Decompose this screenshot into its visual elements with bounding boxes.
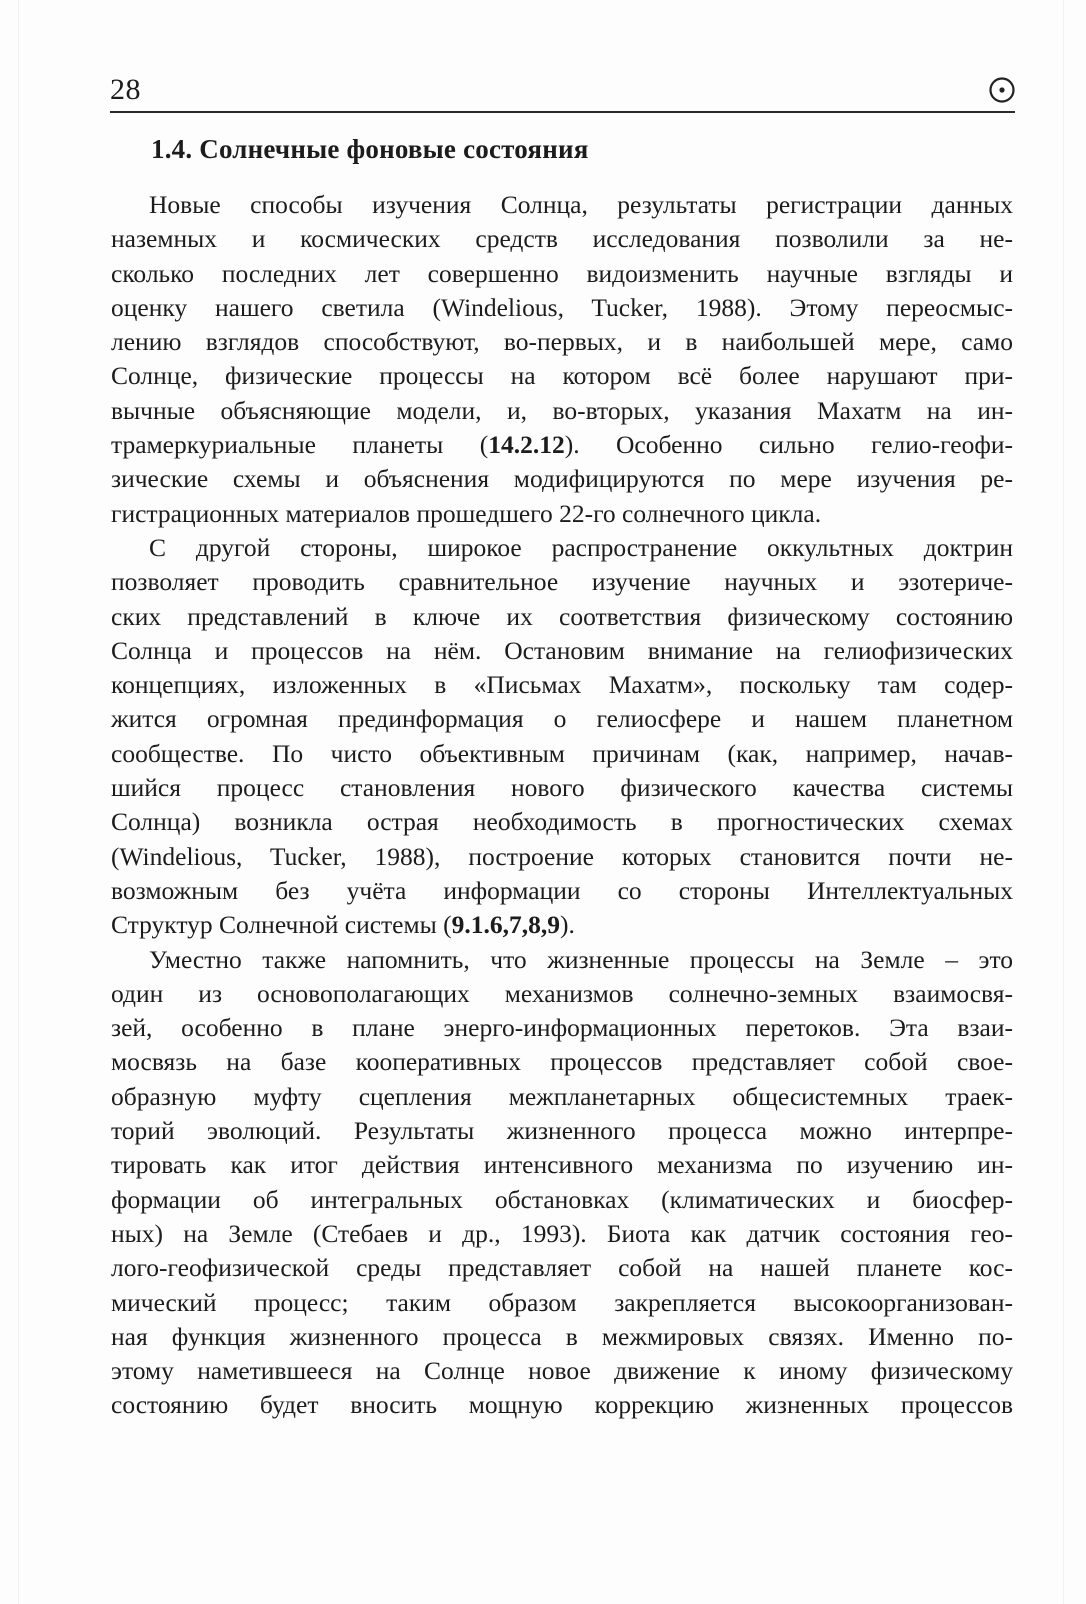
text-line: торий эволюций. Результаты жизненного процесса можно интерпре- [111,1116,1013,1146]
text-line: позволяет проводить сравнительное изучение научных и эзотериче- [111,567,1013,597]
text-fragment: Структур Солнечной системы ( [111,910,452,940]
paragraph [111,531,1013,943]
text-line [111,428,1013,462]
text-line [111,908,1013,942]
text-line: мический процесс; таким образом закрепляется высокоорганизован- [111,1287,1013,1317]
text-line: этому наметившееся на Солнце новое движение к иному физическому [111,1356,1013,1386]
text-line: оценку нашего светила (Windelious, Tucker, 1988). Этому переосмыс- [111,292,1013,322]
body-text [111,188,1013,1423]
text-line: шийся процесс становления нового физического качества системы [111,773,1013,803]
text-line: сколько последних лет совершенно видоизменить научные взгляды и [111,258,1013,288]
text-line: Солнца) возникла острая необходимость в прогностических схемах [111,807,1013,837]
cross-reference: 9.1.6,7,8,9 [451,910,561,940]
text-line: возможным без учёта информации со стороны Интеллектуальных [111,875,1013,905]
text-line: наземных и космических средств исследования позволили за не- [111,224,1013,254]
sun-symbol-icon [988,76,1016,104]
text-line: один из основополагающих механизмов солнечно-земных взаимосвя- [111,978,1013,1008]
text-line: Уместно также напомнить, что жизненные процессы на Земле – это [149,944,1013,974]
section-title: 1.4. Солнечные фоновые состояния [151,134,589,164]
text-line: гистрационных материалов прошедшего 22-го солнечного цикла. [111,498,822,528]
text-line: образную муфту сцепления межпланетарных общесистемных траек- [111,1081,1013,1111]
header-rule [110,111,1015,113]
text-line: (Windelious, Tucker, 1988), построение которых становится почти не- [111,841,1013,871]
text-line: концепциях, изложенных в «Письмах Махатм», поскольку там содер- [111,670,1013,700]
text-line: лого-геофизической среды представляет собой на нашей планете кос- [111,1253,1013,1283]
text-line: Солнце, физические процессы на котором всё более нарушают при- [111,361,1013,391]
text-line: ных) на Земле (Стебаев и др., 1993). Биота как датчик состояния гео- [111,1218,1013,1248]
text-line: лению взглядов способствуют, во-первых, и в наибольшей мере, само [111,327,1013,357]
text-fragment: трамеркуриальные планеты ( [111,430,489,460]
text-line: вычные объясняющие модели, и, во-вторых, указания Махатм на ин- [111,395,1013,425]
text-fragment: ). Особенно сильно гелио-геофи- [564,430,1013,460]
text-line: состоянию будет вносить мощную коррекцию жизненных процессов [111,1390,1013,1420]
running-header [110,72,1028,116]
text-line: сообществе. По чисто объективным причинам (как, например, начав- [111,738,1013,768]
text-line: формации об интегральных обстановках (климатических и биосфер- [111,1184,1013,1214]
cross-reference: 14.2.12 [488,430,565,460]
text-line: зей, особенно в плане энерго-информационных перетоков. Эта взаи- [111,1013,1013,1043]
text-fragment: ). [560,910,575,940]
text-line: мосвязь на базе кооперативных процессов представляет собой свое- [111,1047,1013,1077]
page-number: 28 [110,73,141,106]
text-line: тировать как итог действия интенсивного механизма по изучению ин- [111,1150,1013,1180]
text-line: С другой стороны, широкое распространение оккультных доктрин [149,532,1013,562]
text-line: зические схемы и объяснения модифицируются по мере изучения ре- [111,464,1013,494]
text-line: Солнца и процессов на нём. Остановим внимание на гелиофизических [111,635,1013,665]
text-line: Новые способы изучения Солнца, результаты регистрации данных [149,190,1013,219]
paragraph [111,943,1013,1423]
text-line: ских представлений в ключе их соответствия физическому состоянию [111,601,1013,631]
text-line: жится огромная прединформация о гелиосфере и нашем планетном [111,704,1013,734]
paragraph [111,188,1013,531]
text-line: ная функция жизненного процесса в межмировых связях. Именно по- [111,1321,1013,1351]
